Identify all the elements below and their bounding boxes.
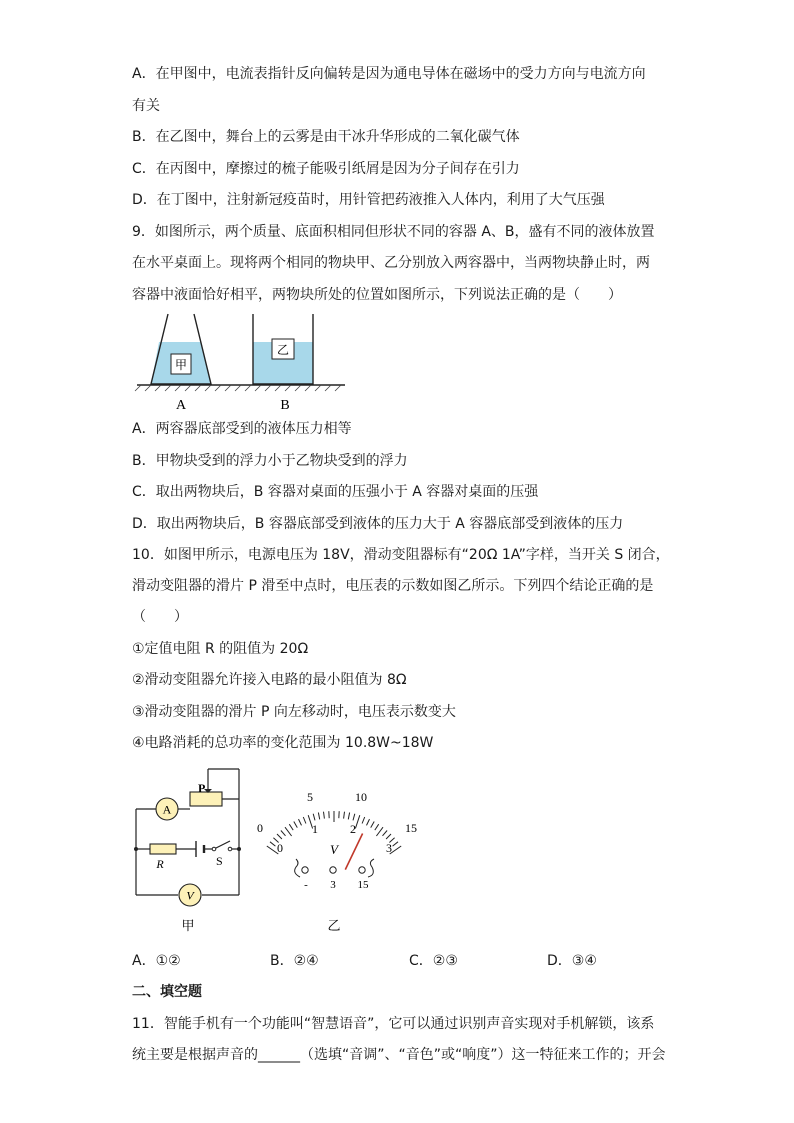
dial-tick <box>294 822 298 828</box>
q9-stem-line-3: 容器中液面恰好相平，两物块所处的位置如图所示，下列说法正确的是（ ） <box>132 287 622 303</box>
q8-option-c: C．在丙图中，摩擦过的梳子能吸引纸屑是因为分子间存在引力 <box>132 161 520 177</box>
q10-statement-4: ④电路消耗的总功率的变化范围为 10.8W~18W <box>132 735 434 751</box>
meter-caption: 乙 <box>327 919 341 934</box>
q11-line-1: 11．智能手机有一个功能叫“智慧语音”，它可以通过识别声音实现对手机解锁，该系 <box>132 1016 655 1032</box>
dial-tick <box>375 824 379 830</box>
meter-needle <box>345 834 362 870</box>
q10-stem-line-1: 10．如图甲所示，电源电压为 18V，滑动变阻器标有“20Ω 1A”字样，当开关 S 闭合， <box>132 547 670 563</box>
voltmeter-dial <box>250 765 420 935</box>
dial-tick <box>324 812 325 819</box>
terminal-minus-label: - <box>304 879 308 891</box>
dial-tick <box>383 831 388 836</box>
dial-tick <box>371 822 375 828</box>
dial-tick <box>285 827 292 836</box>
dial-tick <box>289 824 293 830</box>
inner-scale-2: 2 <box>350 822 356 836</box>
dial-tick <box>313 814 315 821</box>
dial-tick <box>303 817 306 824</box>
ammeter-label: A <box>162 802 172 817</box>
dial-tick <box>355 815 359 828</box>
q8-option-d: D．在丁图中，注射新冠疫苗时，用针管把药液推入人体内，利用了大气压强 <box>132 192 605 208</box>
q8-option-a: A．在甲图中，电流表指针反向偏转是因为通电导体在磁场中的受力方向与电流方向 <box>132 66 646 82</box>
wire-left <box>295 859 300 877</box>
q9-stem-line-1: 9．如图所示，两个质量、底面积相同但形状不同的容器 A、B，盛有不同的液体放置 <box>132 224 655 240</box>
dial-tick <box>362 817 365 824</box>
q9-stem-line-2: 在水平桌面上。现将两个相同的物块甲、乙分别放入两容器中，当两物块静止时，两 <box>132 255 650 271</box>
outer-scale-10: 10 <box>355 790 367 804</box>
block-yi-label: 乙 <box>276 343 290 357</box>
dial-tick <box>299 819 302 825</box>
q10-statement-1: ①定值电阻 R 的阻值为 20Ω <box>132 641 309 657</box>
terminal-15 <box>359 867 365 873</box>
outer-scale-0: 0 <box>257 821 263 835</box>
dial-tick <box>281 831 286 836</box>
block-jia-label: 甲 <box>174 358 188 372</box>
resistor-label: R <box>156 857 164 871</box>
q10-choice-c: C．②③ <box>409 953 458 969</box>
circuit-caption: 甲 <box>181 919 195 934</box>
meter-unit: V <box>330 842 338 857</box>
inner-scale-3: 3 <box>386 841 392 855</box>
q10-choice-a: A．①② <box>132 953 181 969</box>
dial-tick <box>386 834 391 839</box>
terminal-minus <box>302 867 308 873</box>
q9-option-d: D．取出两物块后，B 容器底部受到液体的压力大于 A 容器底部受到液体的压力 <box>132 516 624 532</box>
outer-scale-5: 5 <box>307 790 313 804</box>
q10-stem-line-2: 滑动变阻器的滑片 P 滑至中点时，电压表的示数如图乙所示。下列四个结论正确的是 <box>132 578 654 594</box>
slider-label: P <box>198 781 206 795</box>
wire-right <box>368 859 374 877</box>
outer-scale-15: 15 <box>405 821 417 835</box>
inner-scale-1: 1 <box>312 822 318 836</box>
container-a-label: A <box>175 398 187 413</box>
q8-option-a-cont: 有关 <box>132 98 160 114</box>
dial-tick <box>277 834 282 839</box>
resistor-r <box>150 844 176 854</box>
terminal-15-label: 15 <box>357 879 369 891</box>
dial-tick <box>367 819 370 825</box>
dial-tick <box>270 842 275 846</box>
dial-tick <box>353 814 355 821</box>
dial-tick <box>344 812 345 819</box>
inner-scale-0: 0 <box>277 841 283 855</box>
q9-option-a: A．两容器底部受到的液体压力相等 <box>132 421 352 437</box>
q10-statement-3: ③滑动变阻器的滑片 P 向左移动时，电压表示数变大 <box>132 704 456 720</box>
q9-containers-figure <box>135 312 355 412</box>
container-b-label: B <box>280 398 290 413</box>
voltmeter-label: V <box>186 888 194 903</box>
rheostat <box>190 792 222 806</box>
dial-tick <box>318 813 319 820</box>
q11-line-2: 统主要是根据声音的______（选填“音调”、“音色”或“响度”）这一特征来工作的；开会 <box>132 1047 666 1063</box>
switch-label: S <box>216 854 223 868</box>
q9-option-b: B．甲物块受到的浮力小于乙物块受到的浮力 <box>132 453 408 469</box>
q8-option-b: B．在乙图中，舞台上的云雾是由干冰升华形成的二氧化碳气体 <box>132 129 520 145</box>
dial-tick <box>393 842 398 846</box>
q10-choice-d: D．③④ <box>547 953 597 969</box>
section-2-heading: 二、填空题 <box>132 984 202 1000</box>
terminal-3 <box>330 867 336 873</box>
terminal-3-label: 3 <box>330 879 336 891</box>
q10-choice-b: B．②④ <box>270 953 319 969</box>
q10-stem-line-3: （ ） <box>132 609 188 625</box>
q10-statement-2: ②滑动变阻器允许接入电路的最小阻值为 8Ω <box>132 672 407 688</box>
q9-option-c: C．取出两物块后，B 容器对桌面的压强小于 A 容器对桌面的压强 <box>132 484 539 500</box>
dial-tick <box>348 813 349 820</box>
dial-tick <box>376 827 383 836</box>
circuit-diagram <box>130 765 250 935</box>
